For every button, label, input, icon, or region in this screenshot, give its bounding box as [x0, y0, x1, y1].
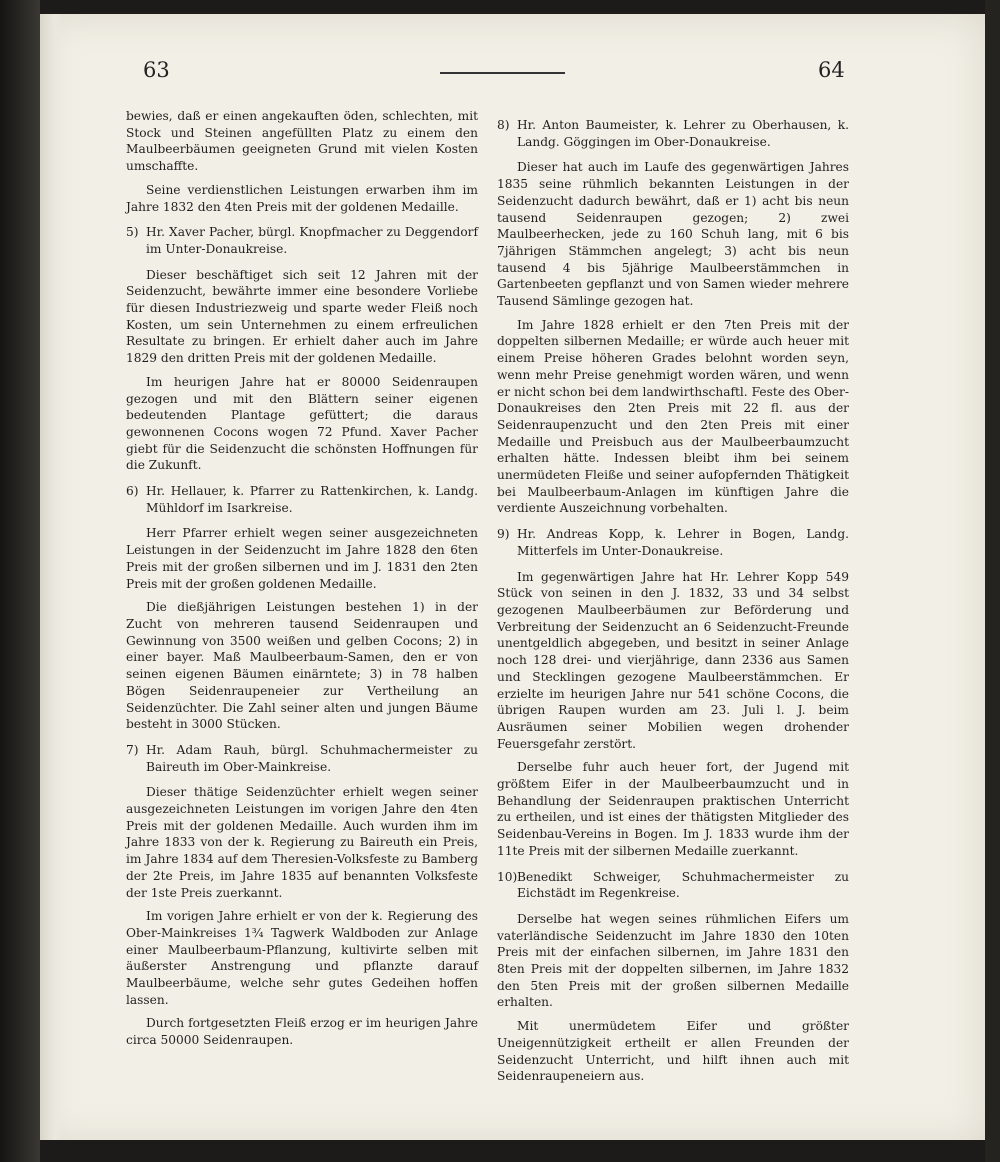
entry-heading: [126, 224, 478, 257]
paragraph: Dieser thätige Seidenzüchter erhielt wegen seiner ausgezeichneten Leistungen im vorigen Jahre den 4ten Preis mit der goldenen Medaille. Auch wurden ihm im Jahre 1833 von der k. Regierung zu Baireuth ein Preis, im Jahre 1834 auf dem Theresien-Volksfeste zu Bamberg der 2te Preis, im Jahre 1835 auf benannten Volksfeste der 1ste Preis zuerkannt.: [126, 785, 478, 900]
paragraph: Dieser hat auch im Laufe des gegenwärtigen Jahres 1835 seine rühmlich bekannten Leistungen in der Seidenzucht dadurch bewährt, daß er 1) acht bis neun tausend Seidenraupen gezogen; 2) zwei Maulbeerhecken, jede zu 160 Schuh lang, mit 6 bis 7jährigen Stämmchen angelegt; 3) acht bis neun tausend 4 bis 5jährige Maulbeerstämmchen in Gartenbeeten gepflanzt und von Samen wieder mehrere Tausend Sämlinge gezogen hat.: [497, 160, 849, 309]
entry-title: Hr. Adam Rauh, bürgl. Schuhmachermeister zu Baireuth im Ober-Mainkreise.: [146, 742, 478, 774]
book-edge-right: [985, 0, 1000, 1162]
left-text-column: [126, 108, 478, 1056]
entry-heading: [497, 117, 849, 150]
right-text-column: [497, 108, 849, 1092]
page-number-right: 64: [818, 58, 845, 82]
entry-number: 9): [497, 527, 510, 542]
paragraph: Seine verdienstlichen Leistungen erwarben ihm im Jahre 1832 den 4ten Preis mit der goldenen Medaille.: [126, 182, 478, 214]
entry-number: 5): [126, 225, 139, 240]
paragraph: Durch fortgesetzten Fleiß erzog er im heurigen Jahre circa 50000 Seidenraupen.: [126, 1016, 478, 1048]
paragraph: Derselbe fuhr auch heuer fort, der Jugend mit größtem Eifer in der Maulbeerbaumzucht und in Behandlung der Seidenraupen praktischen Unterricht zu ertheilen, und ist eines der thätigsten Mitglieder des Seidenbau-Vereins in Bogen. Im J. 1833 wurde ihm der 11te Preis mit der silbernen Medaille zuerkannt.: [497, 760, 849, 858]
paragraph: bewies, daß er einen angekauften öden, schlechten, mit Stock und Steinen angefüllten Platz zu einem den Maulbeerbäumen geeigneten Grund mit vielen Kosten umschaffte.: [126, 109, 478, 174]
entry-number: 8): [497, 118, 510, 132]
paragraph: Im vorigen Jahre erhielt er von der k. Regierung des Ober-Mainkreises 1¾ Tagwerk Waldboden zur Anlage einer Maulbeerbaum-Pflanzung, kultivirte selben mit äußerster Anstrengung und pflanzte darauf Maulbeerbäume, welche sehr gutes Gedeihen hoffen lassen.: [126, 909, 478, 1007]
entry-title: Hr. Xaver Pacher, bürgl. Knopfmacher zu Deggendorf im Unter-Donaukreise.: [146, 225, 478, 256]
page-gutter-shadow: [40, 14, 64, 1144]
paragraph: Herr Pfarrer erhielt wegen seiner ausgezeichneten Leistungen in der Seidenzucht im Jahre 1828 den 6ten Preis mit der großen silbernen und im J. 1831 den 2ten Preis mit der großen goldenen Medaille.: [126, 526, 478, 591]
entry-number: 7): [126, 742, 139, 757]
paragraph: Die dießjährigen Leistungen bestehen 1) in der Zucht von mehreren tausend Seidenraupen und Gewinnung von 3500 weißen und gelben Cocons; 2) in einer bayer. Maß Maulbeerbaum-Samen, den er von seinen eigenen Bäumen einärntete; 3) in 78 halben Bögen Seidenraupeneier zur Vertheilung an Seidenzüchter. Die Zahl seiner alten und jungen Bäume besteht in 3000 Stücken.: [126, 600, 478, 732]
book-bottom-edge: [40, 1140, 985, 1162]
entry-heading: [497, 869, 849, 902]
paragraph: Im gegenwärtigen Jahre hat Hr. Lehrer Kopp 549 Stück von seinen in den J. 1832, 33 und 34 selbst gezogenen Maulbeerbäumen zur Beförderung und Verbreitung der Seidenzucht an 6 Seidenzucht-Freunde unentgeldlich abgegeben, und besitzt in seiner Anlage noch 128 drei- und vierjährige, dann 2336 aus Samen und Stecklingen gezogene Maulbeerstämmchen. Er erzielte im heurigen Jahre nur 541 schöne Cocons, die übrigen Raupen wurden am 23. Juli l. J. beim Ausräumen seiner Mobilien wegen drohender Feuersgefahr zerstört.: [497, 569, 849, 751]
paragraph: Im Jahre 1828 erhielt er den 7ten Preis mit der doppelten silbernen Medaille; er würde auch heuer mit einem Preise höheren Grades belohnt worden seyn, wenn mehr Preise genehmigt worden wären, und wenn er nicht schon bei dem landwirthschaftl. Feste des Ober-Donaukreises den 2ten Preis mit 22 fl. aus der Seidenraupenzucht und den 2ten Preis mit einer Medaille und Preisbuch aus der Maulbeerbaumzucht erhalten hätte. Indessen bleibt ihm bei seinem unermüdeten Fleiße und seiner aufopfernden Thätigkeit bei Maulbeerbaum-Anlagen im künftigen Jahre die verdiente Auszeichnung vorbehalten.: [497, 317, 849, 516]
paragraph: Mit unermüdetem Eifer und größter Uneigennützigkeit ertheilt er allen Freunden der Seidenzucht Unterricht, und hilft ihnen auch mit Seidenraupeneiern aus.: [497, 1019, 849, 1084]
book-binding-left: [0, 0, 40, 1162]
entry-title: Hr. Andreas Kopp, k. Lehrer in Bogen, Landg. Mitterfels im Unter-Donaukreise.: [517, 527, 849, 558]
paragraph: Dieser beschäftiget sich seit 12 Jahren mit der Seidenzucht, bewährte immer eine besondere Vorliebe für diesen Industriezweig und sparte weder Fleiß noch Kosten, um sein Unternehmen zu einem erfreulichen Resultate zu bringen. Er erhielt daher auch im Jahre 1829 den dritten Preis mit der goldenen Medaille.: [126, 267, 478, 366]
entry-number: 10): [497, 869, 518, 884]
entry-heading: [126, 483, 478, 516]
paragraph: Derselbe hat wegen seines rühmlichen Eifers um vaterländische Seidenzucht im Jahre 1830 den 10ten Preis mit der einfachen silbernen, im Jahre 1831 den 8ten Preis mit der doppelten silbernen, im Jahre 1832 den 5ten Preis mit der großen silbernen Medaille erhalten.: [497, 911, 849, 1010]
entry-title: Hr. Hellauer, k. Pfarrer zu Rattenkirchen, k. Landg. Mühldorf im Isarkreise.: [146, 484, 478, 515]
entry-number: 6): [126, 484, 139, 499]
header-rule: [440, 72, 565, 74]
entry-heading: [497, 526, 849, 559]
entry-heading: [126, 742, 478, 775]
entry-title: Hr. Anton Baumeister, k. Lehrer zu Oberhausen, k. Landg. Göggingen im Ober-Donaukreise.: [517, 118, 849, 149]
entry-title: Benedikt Schweiger, Schuhmachermeister zu Eichstädt im Regenkreise.: [517, 869, 849, 901]
page-number-left: 63: [143, 58, 170, 82]
paragraph: Im heurigen Jahre hat er 80000 Seidenraupen gezogen und mit den Blättern seiner eigenen bedeutenden Plantage gefüttert; die daraus gewonnenen Cocons wogen 72 Pfund. Xaver Pacher giebt für die Seidenzucht die schönsten Hoffnungen für die Zukunft.: [126, 374, 478, 473]
